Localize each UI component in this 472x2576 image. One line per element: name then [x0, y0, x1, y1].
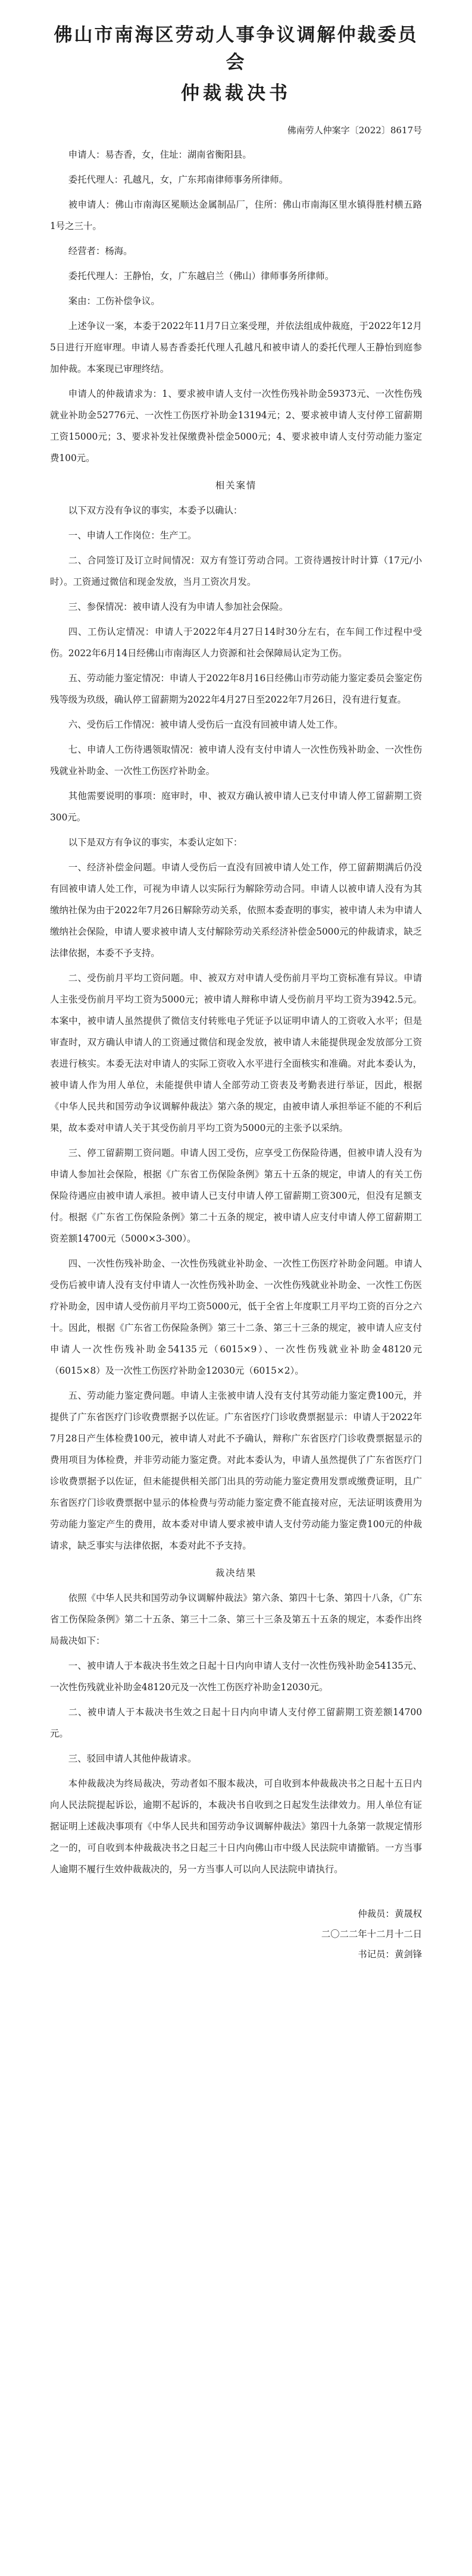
fact-paragraph: 五、劳动能力鉴定费问题。申请人主张被申请人没有支付其劳动能力鉴定费100元，并提供了广东省医疗门诊收费票据予以佐证。广东省医疗门诊收费票据显示：申请人于2022年7月28日产生体检费100元，被申请人对此不予确认，辩称广东省医疗门诊收费票据显示的费用项目为体检费，并非劳动能力鉴定费。对此本委认为，申请人虽然提供了广东省医疗门诊收费票据予以佐证，但未能提供相关部门出具的劳动能力鉴定费用发票或缴费证明，且广东省医疗门诊收费票据中显示的体检费与劳动能力鉴定费不能直接对应，无法证明该费用为劳动能力鉴定产生的费用，故本委对申请人要求被申请人支付劳动能力鉴定费100元的仲裁请求，缺乏事实与法律依据，本委对此不予支持。	[50, 1390, 422, 1551]
ruling-section	[50, 1655, 422, 1880]
ruling-item: 本仲裁裁决为终局裁决，劳动者如不服本裁决，可自收到本仲裁裁决书之日起十五日内向人民法院提起诉讼，逾期不起诉的，本裁决书自收到之日起发生法律效力。用人单位有证据证明上述裁决事项有《中华人民共和国劳动争议调解仲裁法》第四十九条第一款规定情形之一的，可自收到本仲裁裁决书之日起三十日内向佛山市中级人民法院申请撤销。一方当事人逾期不履行生效仲裁裁决的，另一方当事人可以向人民法院申请执行。	[50, 1778, 422, 1875]
fact-paragraph: 五、劳动能力鉴定情况：申请人于2022年8月16日经佛山市劳动能力鉴定委员会鉴定伤残等级为玖级，确认停工留薪期为2022年4月27日至2022年7月26日，没有进行复查。	[50, 673, 422, 705]
paragraph: 申请人：易杏香，女，住址：湖南省衡阳县。	[68, 149, 252, 160]
ruling-intro: 依照《中华人民共和国劳动争议调解仲裁法》第六条、第四十七条、第四十八条，《广东省工伤保险条例》第二十五条、第三十二条、第三十三条及第五十五条的规定，本委作出终局裁决如下：	[50, 1593, 422, 1646]
clerk-signature: 书记员：黄剑锋	[358, 1949, 422, 1960]
paragraph: 委托代理人：王静怡，女，广东越启兰（佛山）律师事务所律师。	[68, 271, 335, 281]
ruling-item: 一、被申请人于本裁决书生效之日起十日内向申请人支付一次性伤残补助金54135元、一次性伤残就业补助金48120元及一次性工伤医疗补助金12030元。	[50, 1660, 422, 1693]
document-subtitle: 仲裁裁决书	[181, 83, 291, 104]
fact-paragraph: 一、经济补偿金问题。申请人受伤后一直没有回被申请人处工作，停工留薪期满后仍没有回被申请人处工作，可视为申请人以实际行为解除劳动合同。申请人以被申请人没有为其缴纳社保为由于2022年7月26日解除劳动关系，依照本委查明的事实，被申请人未为申请人缴纳社会保险，申请人要求被申请人支付解除劳动关系经济补偿金5000元的仲裁请求，缺乏法律依据，本委不予支持。	[50, 862, 422, 958]
fact-paragraph: 其他需要说明的事项：庭审时，申、被双方确认被申请人已支付申请人停工留薪期工资300元。	[50, 791, 422, 823]
fact-paragraph: 四、工伤认定情况：申请人于2022年4月27日14时30分左右，在车间工作过程中受伤。2022年6月14日经佛山市南海区人力资源和社会保障局认定为工伤。	[50, 626, 422, 659]
document-title: 佛山市南海区劳动人事争议调解仲裁委员会	[54, 24, 418, 73]
fact-paragraph: 六、受伤后工作情况：被申请人受伤后一直没有回被申请人处工作。	[68, 719, 343, 730]
fact-paragraph: 三、参保情况：被申请人没有为申请人参加社会保险。	[68, 601, 289, 612]
paragraph: 经营者：杨海。	[68, 246, 133, 256]
paragraph: 上述争议一案，本委于2022年11月7日立案受理，并依法组成仲裁庭，于2022年12月5日进行开庭审理。申请人易杏香委托代理人孔越凡和被申请人的委托代理人王静怡到庭参加仲裁。本案现已审理终结。	[50, 321, 422, 374]
facts-heading: 相关案情	[215, 480, 257, 491]
paragraph: 案由：工伤补偿争议。	[68, 296, 160, 306]
fact-paragraph: 二、合同签订及订立时间情况：双方有签订劳动合同。工资待遇按计时计算（17元/小时）。工资通过微信和现金发放，当月工资次月发。	[50, 555, 422, 587]
fact-paragraph: 七、申请人工伤待遇领取情况：被申请人没有支付申请人一次性伤残补助金、一次性伤残就业补助金、一次性工伤医疗补助金。	[50, 744, 422, 776]
fact-paragraph: 三、停工留薪期工资问题。申请人因工受伤，应享受工伤保险待遇，但被申请人没有为申请人参加社会保险，根据《广东省工伤保险条例》第五十五条的规定，申请人的有关工伤保险待遇应由被申请人承担。被申请人已支付申请人停工留薪期工资300元，但没有足额支付。根据《广东省工伤保险条例》第二十五条的规定，被申请人应支付申请人停工留薪期工资差额14700元（5000×3-300）。	[50, 1148, 422, 1244]
ruling-heading: 裁决结果	[215, 1568, 257, 1578]
fact-paragraph: 四、一次性伤残补助金、一次性伤残就业补助金、一次性工伤医疗补助金问题。申请人受伤后被申请人没有支付申请人一次性伤残补助金、一次性伤残就业补助金、一次性工伤医疗补助金，因申请人受伤前月平均工资5000元，低于全省上年度职工月平均工资的百分之六十。因此，根据《广东省工伤保险条例》第三十二条、第三十三条的规定，被申请人应支付申请人一次性伤残补助金54135元（6015×9）、一次性伤残就业补助金48120元（6015×8）及一次性工伤医疗补助金12030元（6015×2）。	[50, 1258, 422, 1376]
ruling-date: 二〇二二年十二月十二日	[321, 1929, 422, 1939]
paragraph: 申请人的仲裁请求为：1、要求被申请人支付一次性伤残补助金59373元、一次性伤残就业补助金52776元、一次性工伤医疗补助金13194元；2、要求被申请人支付停工留薪期工资15000元；3、要求补发社保缴费补偿金5000元；4、要求被申请人支付劳动能力鉴定费100元。	[50, 388, 422, 463]
signature-block	[50, 1904, 422, 1964]
fact-paragraph: 二、受伤前月平均工资问题。申、被双方对申请人受伤前月平均工资标准有异议。申请人主张受伤前月平均工资为5000元；被申请人辩称申请人受伤前月平均工资为3942.5元。本案中，被申请人虽然提供了微信支付转账电子凭证予以证明申请人的工资收入水平；但是审查时，双方确认申请人的工资通过微信和现金发放，被申请人未能提供现金发放部分工资表进行核实。本委无法对申请人的实际工资收入水平进行全面核实和准确。对此本委认为，被申请人作为用人单位，未能提供申请人全部劳动工资表及考勤表进行举证，因此，根据《中华人民共和国劳动争议调解仲裁法》第六条的规定，由被申请人承担举证不能的不利后果，故本委对申请人关于其受伤前月平均工资为5000元的主张予以采纳。	[50, 973, 422, 1133]
facts-section	[50, 525, 422, 1556]
ruling-item: 二、被申请人于本裁决书生效之日起十日内向申请人支付停工留薪期工资差额14700元。	[50, 1707, 422, 1739]
party-section	[50, 144, 422, 469]
ruling-item: 三、驳回申请人其他仲裁请求。	[68, 1753, 197, 1764]
arbitrator-signature: 仲裁员：黄晟权	[358, 1909, 422, 1919]
fact-paragraph: 一、申请人工作岗位：生产工。	[68, 530, 197, 541]
fact-paragraph: 以下是双方有争议的事实，本委认定如下：	[68, 837, 243, 848]
paragraph: 委托代理人：孔越凡，女，广东邦南律师事务所律师。	[68, 174, 289, 185]
paragraph: 被申请人：佛山市南海区冕顺达金属制品厂，住所：佛山市南海区里水镇得胜村横五路1号之三十。	[50, 199, 422, 231]
facts-intro: 以下双方没有争议的事实，本委予以确认：	[68, 505, 243, 516]
document-number: 佛南劳人仲案字〔2022〕8617号	[287, 125, 422, 136]
